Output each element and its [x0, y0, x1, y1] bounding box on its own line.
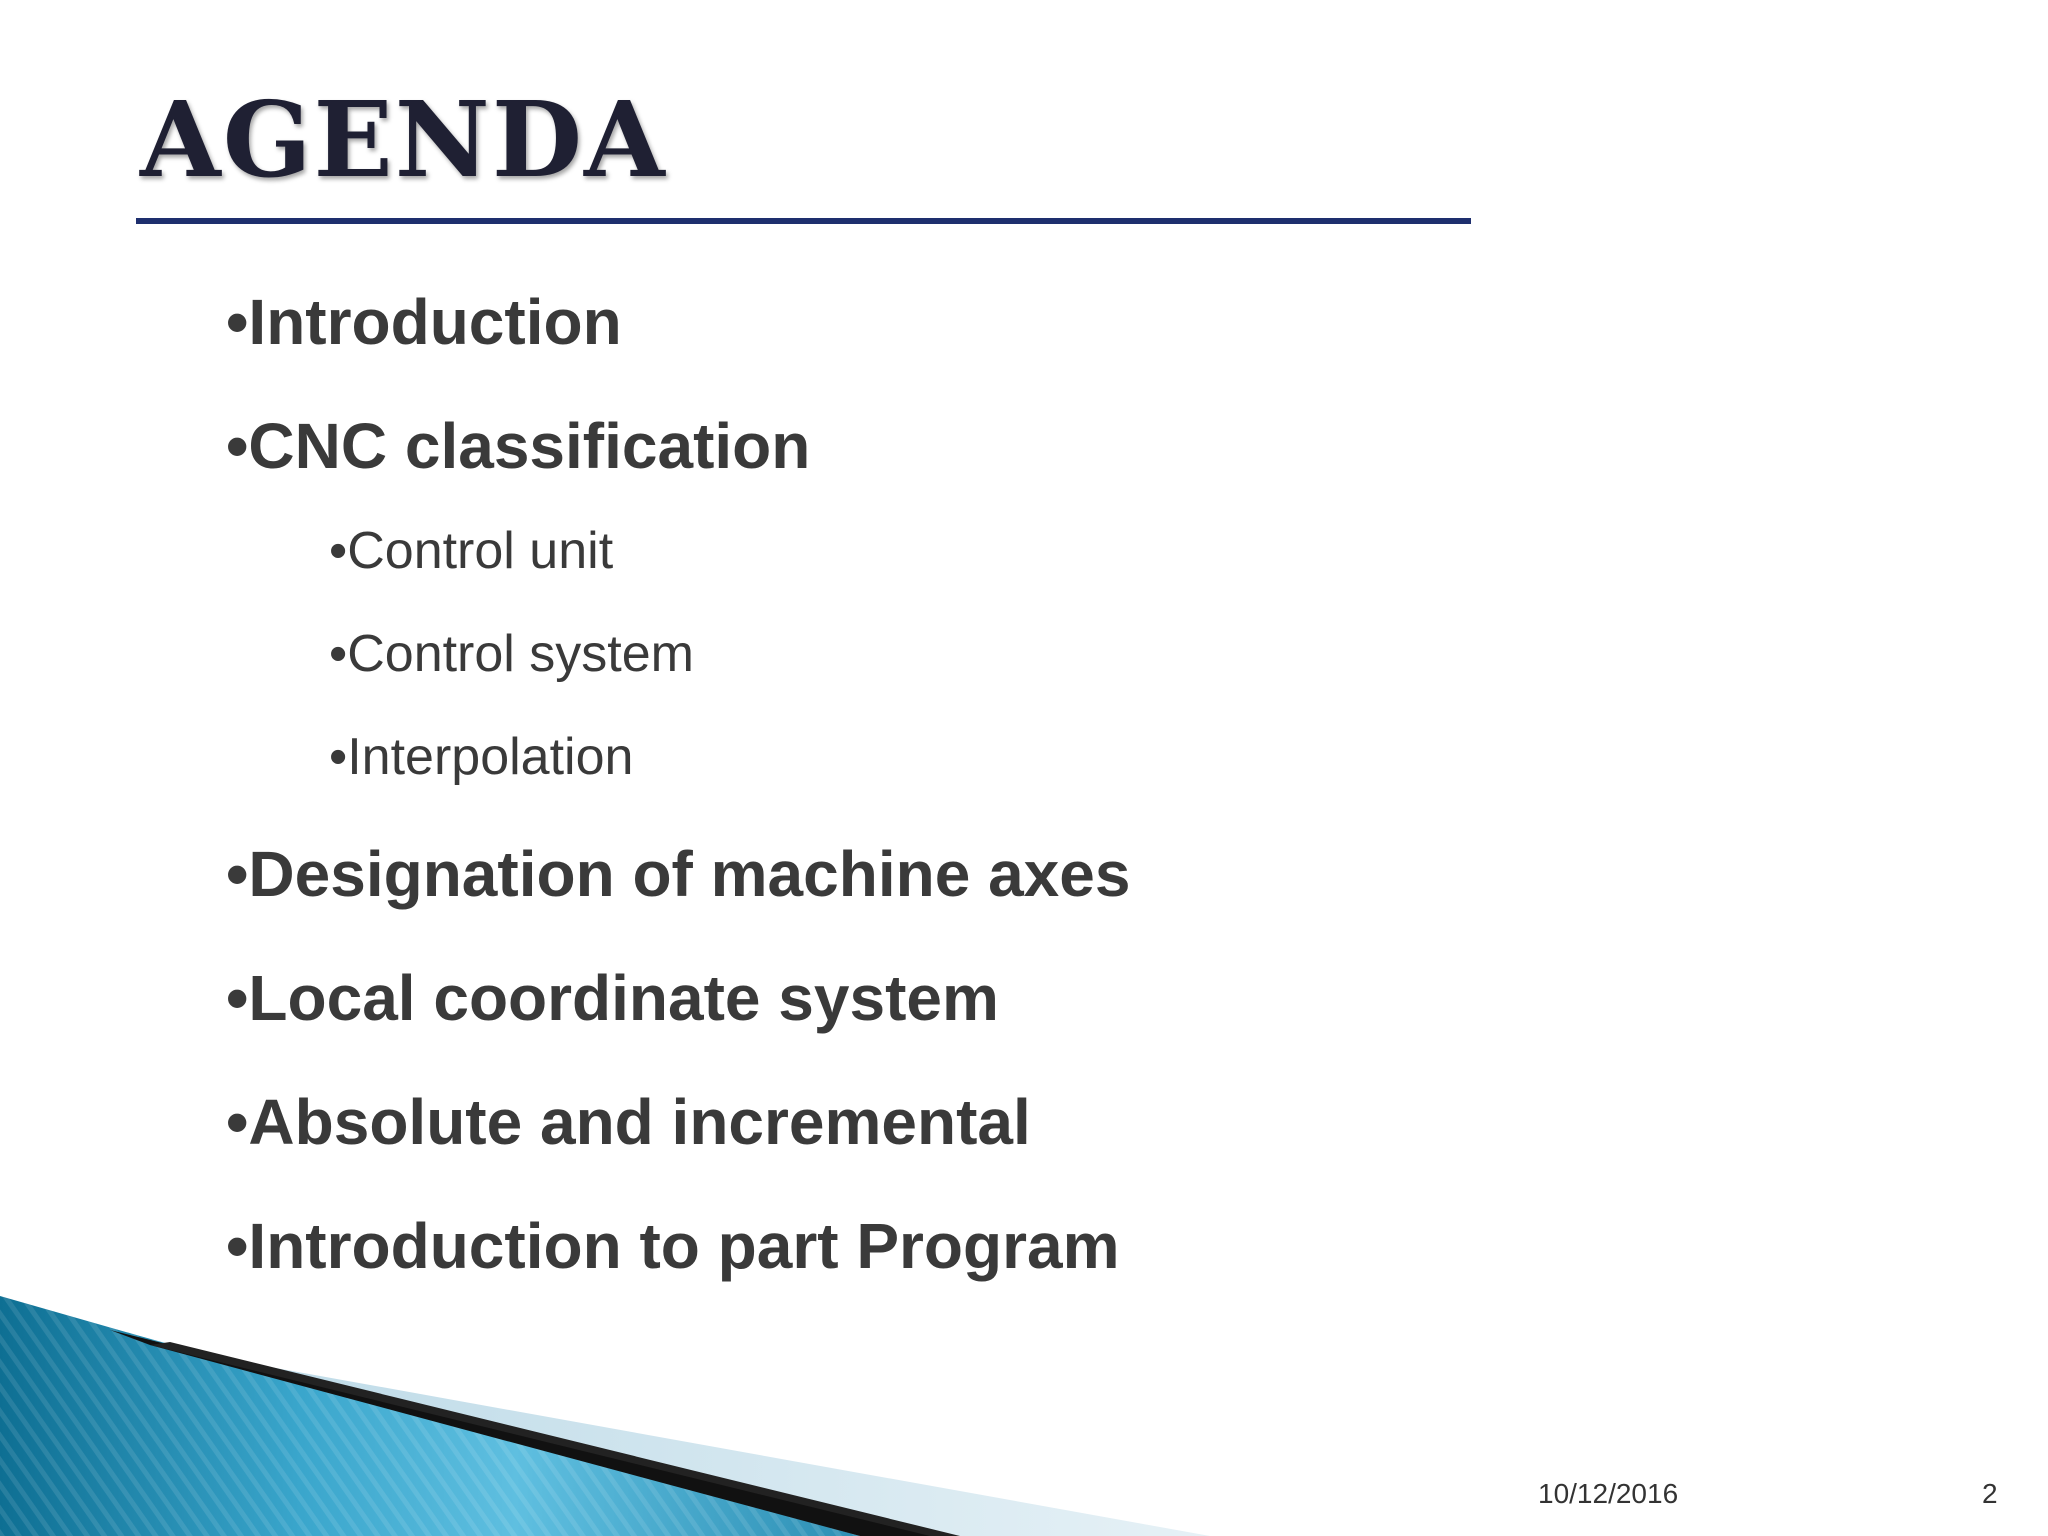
agenda-subitem-control-unit: [329, 522, 1130, 580]
agenda-item-label: Introduction: [248, 286, 622, 358]
bullet: •: [226, 286, 249, 358]
agenda-list: [226, 286, 1131, 1338]
agenda-item-introduction-to-part-program: [226, 1210, 1130, 1282]
agenda-item-introduction: [226, 286, 1130, 358]
bullet: •: [329, 728, 348, 786]
agenda-item-designation-of-machine-axes: [226, 838, 1131, 910]
agenda-subitem-control-system: [329, 625, 1130, 683]
agenda-item-label: Designation of machine axes: [248, 838, 1131, 910]
swoosh-dark-band: [110, 1330, 940, 1536]
agenda-item-label: Control unit: [347, 522, 614, 580]
agenda-item-label: Control system: [347, 625, 694, 683]
agenda-item-cnc-classification: [226, 410, 1130, 482]
title-underline: [136, 218, 1471, 224]
footer-date: 10/12/2016: [1538, 1478, 1679, 1509]
agenda-item-absolute-and-incremental: [226, 1086, 1130, 1158]
bullet: •: [329, 522, 348, 580]
swoosh-light-band: [120, 1340, 1210, 1536]
agenda-item-label: Interpolation: [347, 728, 634, 786]
bullet: •: [226, 838, 249, 910]
bullet: •: [226, 1086, 249, 1158]
bullet: •: [329, 625, 348, 683]
agenda-item-local-coordinate-system: [226, 962, 1130, 1034]
bullet: •: [226, 410, 249, 482]
agenda-subitem-interpolation: [329, 728, 1130, 786]
slide-number: 2: [1982, 1478, 1998, 1509]
agenda-item-label: Local coordinate system: [248, 962, 999, 1034]
bullet: •: [226, 962, 249, 1034]
agenda-item-label: Introduction to part Program: [248, 1210, 1120, 1282]
agenda-item-label: CNC classification: [248, 410, 811, 482]
slide-title: AGENDA: [140, 78, 667, 201]
agenda-item-label: Absolute and incremental: [248, 1086, 1031, 1158]
bullet: •: [226, 1210, 249, 1282]
